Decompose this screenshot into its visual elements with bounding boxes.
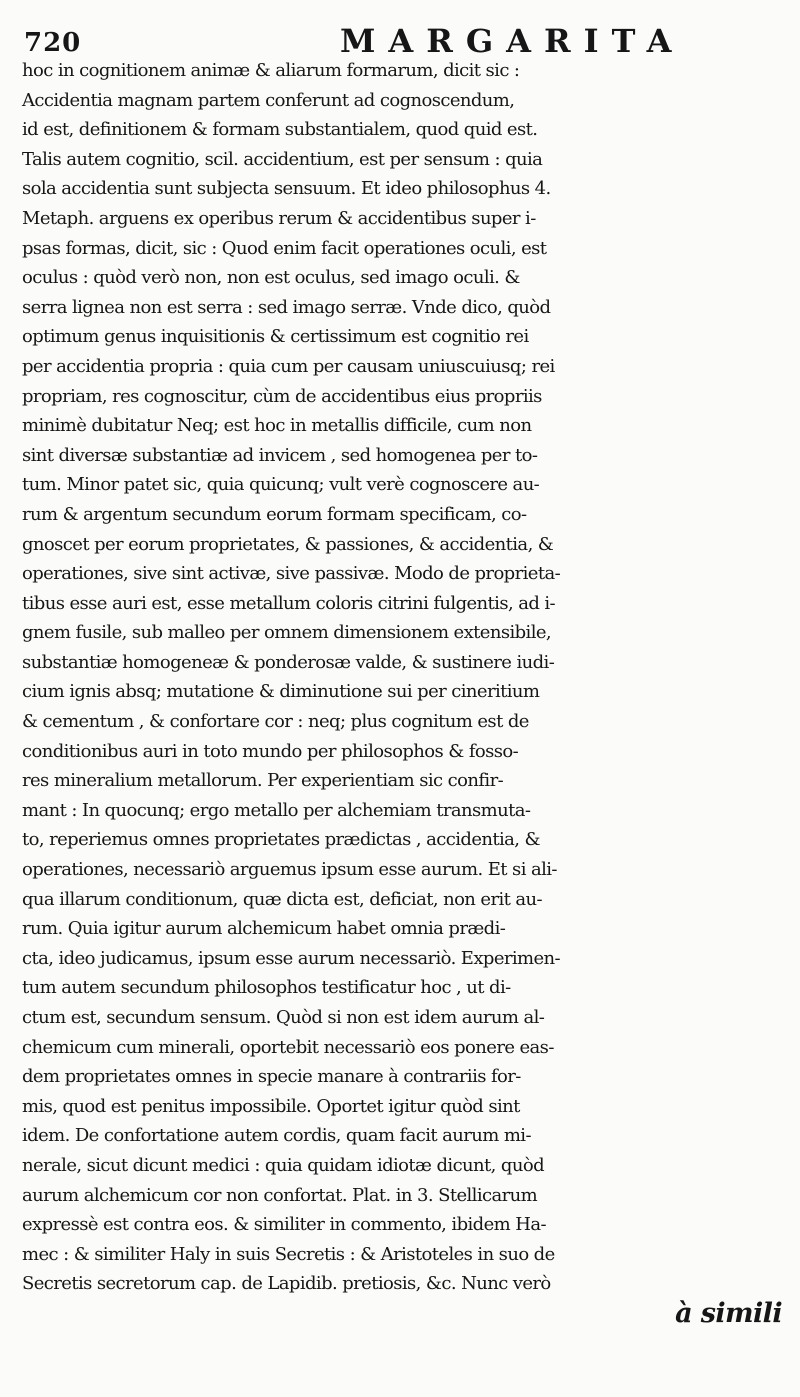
text-line: psas formas, dicit, sic : Quod enim facit operationes oculi, est <box>22 237 547 259</box>
text-line: operationes, necessariò arguemus ipsum esse aurum. Et si ali- <box>22 859 557 881</box>
text-line: hoc in cognitionem animæ & aliarum formarum, dicit sic : <box>22 60 520 81</box>
text-line: gnem fusile, sub malleo per omnem dimensionem extensibile, <box>22 622 552 644</box>
text-line: mis, quod est penitus impossibile. Oportet igitur quòd sint <box>22 1095 520 1117</box>
text-line: qua illarum conditionum, quæ dicta est, deficiat, non erit au- <box>22 888 543 910</box>
text-line: Talis autem cognitio, scil. accidentium, est per sensum : quia <box>22 148 543 170</box>
text-line: minimè dubitatur Neq; est hoc in metallis difficile, cum non <box>22 415 532 437</box>
text-line: tibus esse auri est, esse metallum coloris citrini fulgentis, ad i- <box>22 592 556 614</box>
text-line: id est, definitionem & formam substantialem, quod quid est. <box>22 119 538 141</box>
text-line: cium ignis absq; mutatione & diminutione sui per cineritium <box>22 681 540 703</box>
text-line: mant : In quocunq; ergo metallo per alchemiam transmuta- <box>22 799 531 821</box>
text-line: conditionibus auri in toto mundo per philosophos & fosso- <box>22 740 519 762</box>
body-text <box>22 56 792 1329</box>
text-line: chemicum cum minerali, oportebit necessariò eos ponere eas- <box>22 1036 554 1058</box>
text-line: per accidentia propria : quia cum per causam uniuscuiusq; rei <box>22 355 555 377</box>
text-line: aurum alchemicum cor non confortat. Plat. in 3. Stellicarum <box>22 1184 538 1206</box>
text-line: expressè est contra eos. & similiter in commento, ibidem Ha- <box>22 1214 546 1236</box>
text-line: propriam, res cognoscitur, cùm de accidentibus eius propriis <box>22 385 542 407</box>
page-number: 720 <box>24 28 82 58</box>
text-line: idem. De confortatione autem cordis, quam facit aurum mi- <box>22 1125 531 1147</box>
text-line: Metaph. arguens ex operibus rerum & accidentibus super i- <box>22 207 536 229</box>
text-line: rum & argentum secundum eorum formam specificam, co- <box>22 503 527 525</box>
text-line: sola accidentia sunt subjecta sensuum. Et ideo philosophus 4. <box>22 178 551 200</box>
text-line: res mineralium metallorum. Per experientiam sic confir- <box>22 770 504 792</box>
text-line: optimum genus inquisitionis & certissimum est cognitio rei <box>22 326 529 348</box>
text-line: oculus : quòd verò non, non est oculus, sed imago oculi. & <box>22 267 520 289</box>
text-line: nerale, sicut dicunt medici : quia quidam idiotæ dicunt, quòd <box>22 1154 544 1176</box>
text-line: substantiæ homogeneæ & ponderosæ valde, & sustinere iudi- <box>22 651 555 673</box>
text-line: dem proprietates omnes in specie manare à contrariis for- <box>22 1066 521 1088</box>
text-line: serra lignea non est serra : sed imago serræ. Vnde dico, quòd <box>22 296 551 318</box>
text-line: Secretis secretorum cap. de Lapidib. pretiosis, &c. Nunc verò <box>22 1273 551 1295</box>
running-title: MARGARITA <box>340 22 685 60</box>
text-line: to, reperiemus omnes proprietates prædictas , accidentia, & <box>22 829 540 851</box>
text-line: mec : & similiter Haly in suis Secretis : & Aristoteles in suo de <box>22 1243 555 1265</box>
text-line: rum. Quia igitur aurum alchemicum habet omnia prædi- <box>22 918 506 940</box>
text-line: Accidentia magnam partem conferunt ad cognoscendum, <box>22 89 515 111</box>
text-line: tum. Minor patet sic, quia quicunq; vult verè cognoscere au- <box>22 474 540 496</box>
text-line: & cementum , & confortare cor : neq; plus cognitum est de <box>22 711 529 733</box>
catchword: à simili <box>675 1297 782 1329</box>
text-line: sint diversæ substantiæ ad invicem , sed homogenea per to- <box>22 444 538 466</box>
text-line: ctum est, secundum sensum. Quòd si non est idem aurum al- <box>22 1007 545 1028</box>
text-line: operationes, sive sint activæ, sive passivæ. Modo de proprieta- <box>22 563 561 585</box>
text-line: cta, ideo judicamus, ipsum esse aurum necessariò. Experimen- <box>22 947 561 969</box>
text-line: tum autem secundum philosophos testificatur hoc , ut di- <box>22 977 511 999</box>
text-line: gnoscet per eorum proprietates, & passiones, & accidentia, & <box>22 533 554 555</box>
